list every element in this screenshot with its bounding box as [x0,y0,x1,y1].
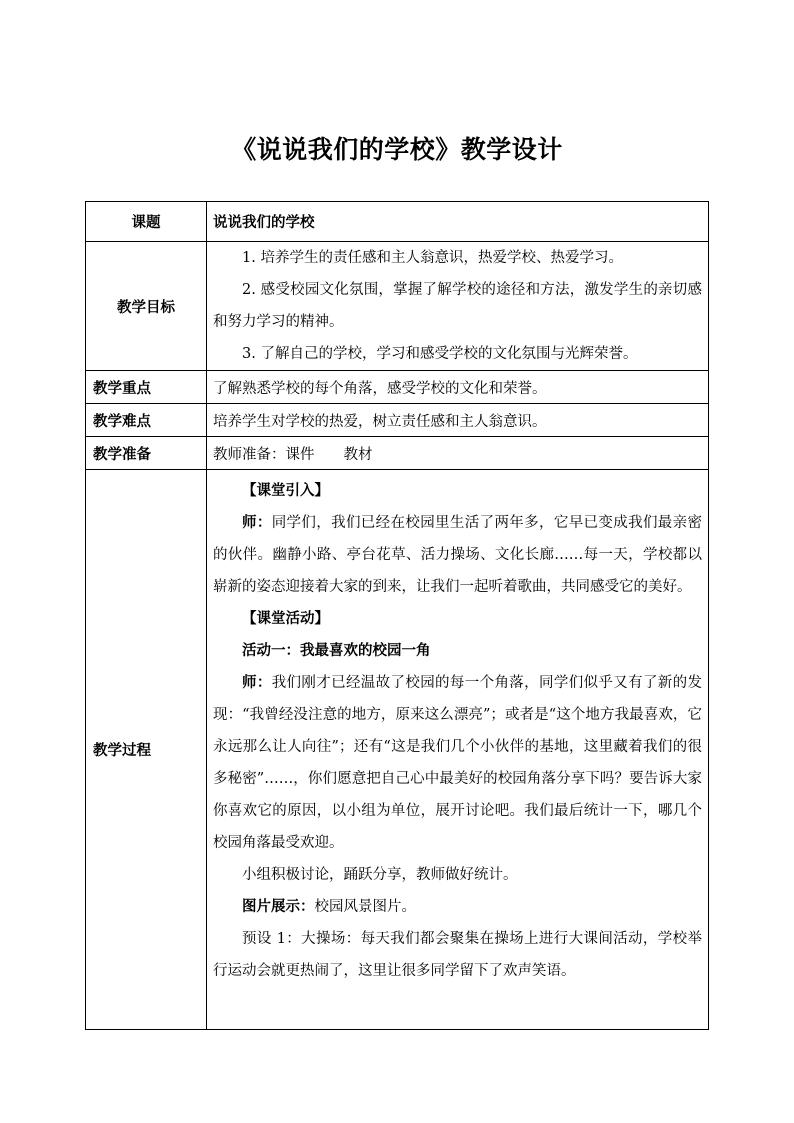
goal-item-3: 3. 了解自己的学校，学习和感受学校的文化氛围与光辉荣誉。 [242,346,638,362]
activity1-text: 我们刚才已经温故了校园的每一个角落，同学们似乎又有了新的发现：“我曾经没注意的地方，原来这么漂亮”；或者是“这个地方我最喜欢，它永远那么让人向往”；还有“这是我们几个小伙伴的基地，这里藏着我们的很多秘密”……，你们愿意把自己心中最美好的校园角落分享下吗？要告诉大家你喜欢它的原因，以小组为单位，展开讨论吧。我们最后统计一下，哪几个校园角落最受欢迎。 [213,675,703,851]
value-difficulty: 培养学生对学校的热爱，树立责任感和主人翁意识。 [207,404,709,437]
goal-item-2: 2. 感受校园文化氛围，掌握了解学校的途径和方法，激发学生的亲切感和努力学习的精神。 [213,282,702,330]
table-row-goals [86,242,709,371]
table-row-difficulty [86,404,709,437]
label-topic: 课题 [86,202,207,242]
activity1-title: 活动一：我最喜欢的校园一角 [242,642,431,659]
intro-paragraph [213,507,702,603]
table-row-topic [86,202,709,242]
label-goals: 教学目标 [86,242,207,371]
intro-text: 同学们，我们已经在校园里生活了两年多，它早已变成我们最亲密的伙伴。幽静小路、亭台花草、活力操场、文化长廊……每一天，学校都以崭新的姿态迎接着大家的到来，让我们一起听着歌曲，共同感受它的美好。 [213,515,703,595]
activity-heading: 【课堂活动】 [242,610,329,627]
activity1-speaker: 师： [242,674,272,691]
value-focus: 了解熟悉学校的每个角落，感受学校的文化和荣誉。 [207,371,709,404]
label-difficulty: 教学难点 [86,404,207,437]
value-goals [207,242,709,371]
table-row-focus [86,371,709,404]
table-row-prep [86,437,709,470]
table-row-process [86,470,709,1030]
lesson-plan-table [85,201,709,1030]
intro-heading: 【课堂引入】 [242,482,329,499]
pic-paragraph [213,891,702,923]
intro-speaker: 师： [242,514,272,531]
value-prep: 教师准备：课件 教材 [207,437,709,470]
value-topic: 说说我们的学校 [207,202,709,242]
value-process [207,470,709,1030]
document-title: 《说说我们的学校》教学设计 [231,135,563,164]
goal-item-1: 1. 培养学生的责任感和主人翁意识，热爱学校、热爱学习。 [242,250,623,266]
label-prep: 教学准备 [86,437,207,470]
group-paragraph: 小组积极讨论，踊跃分享，教师做好统计。 [242,867,518,883]
activity1-paragraph [213,667,702,859]
label-focus: 教学重点 [86,371,207,404]
preset1-paragraph: 预设 1：大操场：每天我们都会聚集在操场上进行大课间活动，学校举行运动会就更热闹了，这里让很多同学留下了欢声笑语。 [213,931,702,979]
pic-label: 图片展示： [242,898,315,915]
pic-text: 校园风景图片。 [314,899,416,915]
label-process: 教学过程 [86,470,207,1030]
